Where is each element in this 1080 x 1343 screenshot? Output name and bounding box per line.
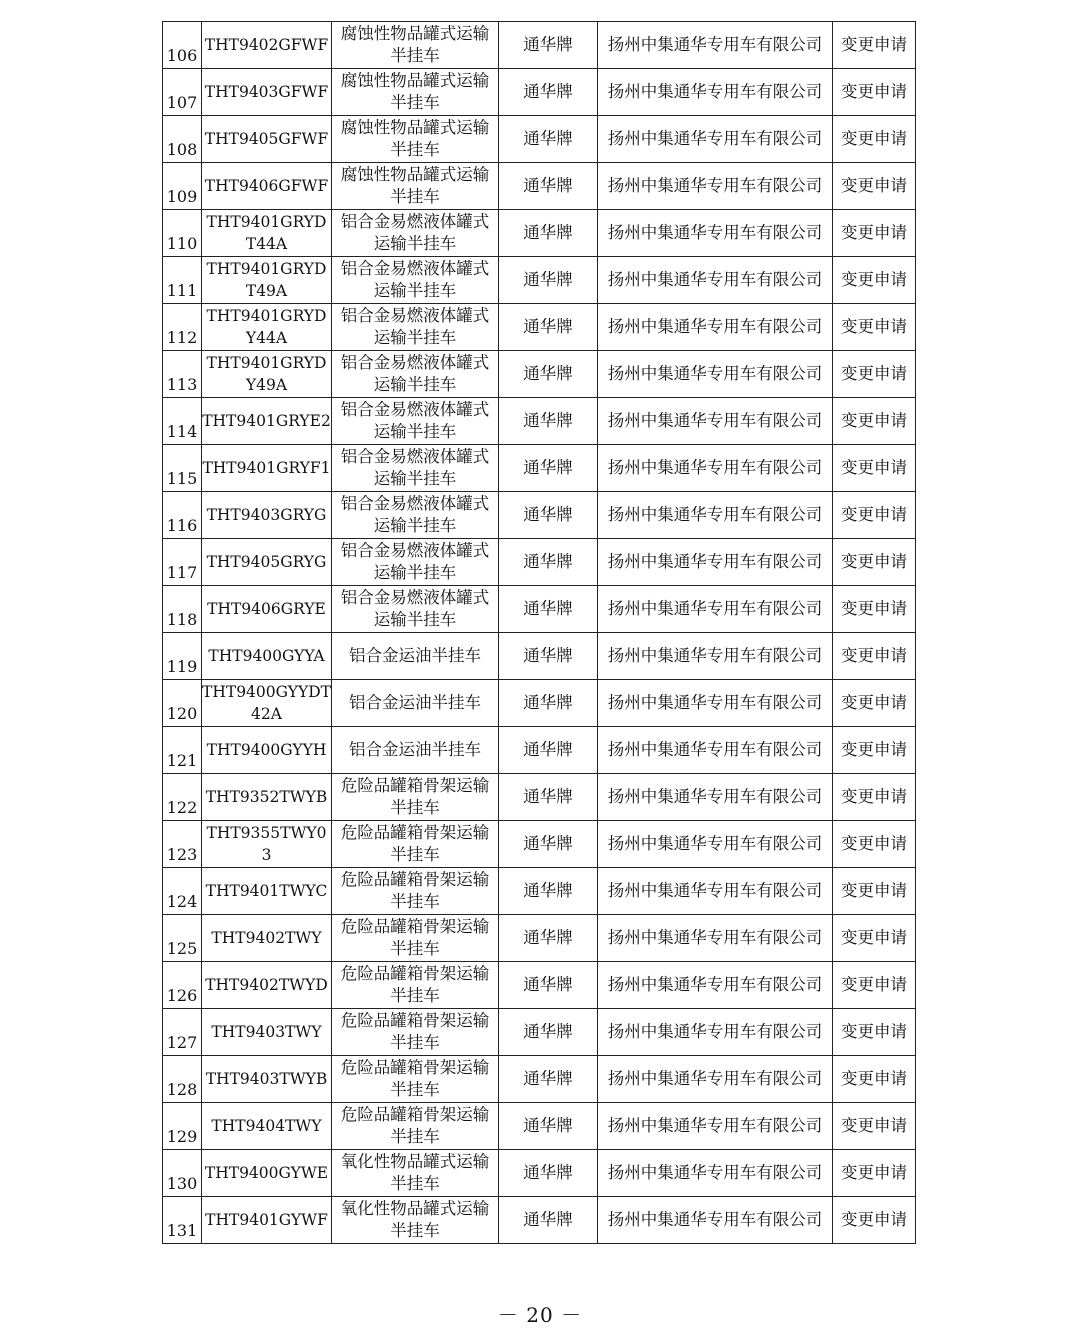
brand-cell: 通华牌 (499, 586, 598, 633)
vehicle-model-cell: THT9406GFWF (202, 163, 332, 210)
vehicle-name-cell: 铝合金易燃液体罐式运输半挂车 (332, 586, 499, 633)
row-number-cell: 131 (163, 1197, 202, 1244)
vehicle-name-cell: 铝合金易燃液体罐式运输半挂车 (332, 210, 499, 257)
manufacturer-cell: 扬州中集通华专用车有限公司 (598, 633, 833, 680)
vehicle-name-cell: 危险品罐箱骨架运输半挂车 (332, 1103, 499, 1150)
brand-cell: 通华牌 (499, 821, 598, 868)
manufacturer-cell: 扬州中集通华专用车有限公司 (598, 1150, 833, 1197)
application-type-cell: 变更申请 (833, 304, 916, 351)
vehicle-list-table (162, 21, 916, 1244)
row-number-cell: 112 (163, 304, 202, 351)
row-number-cell: 107 (163, 69, 202, 116)
brand-cell: 通华牌 (499, 116, 598, 163)
brand-cell: 通华牌 (499, 1009, 598, 1056)
row-number-cell: 115 (163, 445, 202, 492)
row-number-cell: 117 (163, 539, 202, 586)
vehicle-name-cell: 铝合金易燃液体罐式运输半挂车 (332, 398, 499, 445)
table-row (163, 163, 916, 210)
brand-cell: 通华牌 (499, 445, 598, 492)
application-type-cell: 变更申请 (833, 163, 916, 210)
vehicle-model-cell: THT9401GRYDT44A (202, 210, 332, 257)
row-number-cell: 120 (163, 680, 202, 727)
application-type-cell: 变更申请 (833, 774, 916, 821)
row-number-cell: 123 (163, 821, 202, 868)
application-type-cell: 变更申请 (833, 680, 916, 727)
vehicle-name-cell: 腐蚀性物品罐式运输半挂车 (332, 116, 499, 163)
brand-cell: 通华牌 (499, 1197, 598, 1244)
row-number-cell: 109 (163, 163, 202, 210)
vehicle-model-cell: THT9401GRYDY44A (202, 304, 332, 351)
row-number-cell: 106 (163, 22, 202, 69)
vehicle-name-cell: 铝合金运油半挂车 (332, 727, 499, 774)
application-type-cell: 变更申请 (833, 962, 916, 1009)
manufacturer-cell: 扬州中集通华专用车有限公司 (598, 163, 833, 210)
vehicle-name-cell: 铝合金运油半挂车 (332, 680, 499, 727)
row-number-cell: 122 (163, 774, 202, 821)
brand-cell: 通华牌 (499, 727, 598, 774)
vehicle-model-cell: THT9402GFWF (202, 22, 332, 69)
manufacturer-cell: 扬州中集通华专用车有限公司 (598, 1056, 833, 1103)
row-number-cell: 114 (163, 398, 202, 445)
vehicle-model-cell: THT9403TWYB (202, 1056, 332, 1103)
brand-cell: 通华牌 (499, 1056, 598, 1103)
application-type-cell: 变更申请 (833, 1197, 916, 1244)
vehicle-model-cell: THT9403GFWF (202, 69, 332, 116)
vehicle-model-cell: THT9401GYWF (202, 1197, 332, 1244)
vehicle-name-cell: 腐蚀性物品罐式运输半挂车 (332, 69, 499, 116)
application-type-cell: 变更申请 (833, 69, 916, 116)
table-row (163, 633, 916, 680)
row-number-cell: 119 (163, 633, 202, 680)
row-number-cell: 124 (163, 868, 202, 915)
table-row (163, 445, 916, 492)
manufacturer-cell: 扬州中集通华专用车有限公司 (598, 821, 833, 868)
vehicle-model-cell: THT9404TWY (202, 1103, 332, 1150)
table-row (163, 821, 916, 868)
brand-cell: 通华牌 (499, 351, 598, 398)
row-number-cell: 125 (163, 915, 202, 962)
application-type-cell: 变更申请 (833, 915, 916, 962)
vehicle-model-cell: THT9401GRYF1 (202, 445, 332, 492)
vehicle-model-cell: THT9400GYYA (202, 633, 332, 680)
brand-cell: 通华牌 (499, 680, 598, 727)
application-type-cell: 变更申请 (833, 586, 916, 633)
brand-cell: 通华牌 (499, 257, 598, 304)
vehicle-model-cell: THT9401GRYE2 (202, 398, 332, 445)
manufacturer-cell: 扬州中集通华专用车有限公司 (598, 69, 833, 116)
row-number-cell: 127 (163, 1009, 202, 1056)
table-row (163, 1056, 916, 1103)
vehicle-name-cell: 危险品罐箱骨架运输半挂车 (332, 821, 499, 868)
application-type-cell: 变更申请 (833, 351, 916, 398)
table-row (163, 1150, 916, 1197)
vehicle-model-cell: THT9401GRYDY49A (202, 351, 332, 398)
application-type-cell: 变更申请 (833, 821, 916, 868)
table-row (163, 539, 916, 586)
vehicle-name-cell: 铝合金运油半挂车 (332, 633, 499, 680)
manufacturer-cell: 扬州中集通华专用车有限公司 (598, 398, 833, 445)
vehicle-name-cell: 铝合金易燃液体罐式运输半挂车 (332, 445, 499, 492)
vehicle-name-cell: 危险品罐箱骨架运输半挂车 (332, 915, 499, 962)
manufacturer-cell: 扬州中集通华专用车有限公司 (598, 586, 833, 633)
row-number-cell: 128 (163, 1056, 202, 1103)
row-number-cell: 126 (163, 962, 202, 1009)
manufacturer-cell: 扬州中集通华专用车有限公司 (598, 680, 833, 727)
manufacturer-cell: 扬州中集通华专用车有限公司 (598, 868, 833, 915)
application-type-cell: 变更申请 (833, 492, 916, 539)
vehicle-name-cell: 氧化性物品罐式运输半挂车 (332, 1197, 499, 1244)
vehicle-model-cell: THT9355TWY03 (202, 821, 332, 868)
manufacturer-cell: 扬州中集通华专用车有限公司 (598, 445, 833, 492)
brand-cell: 通华牌 (499, 962, 598, 1009)
vehicle-model-cell: THT9405GRYG (202, 539, 332, 586)
table-row (163, 1009, 916, 1056)
application-type-cell: 变更申请 (833, 1150, 916, 1197)
brand-cell: 通华牌 (499, 492, 598, 539)
manufacturer-cell: 扬州中集通华专用车有限公司 (598, 1197, 833, 1244)
application-type-cell: 变更申请 (833, 1009, 916, 1056)
manufacturer-cell: 扬州中集通华专用车有限公司 (598, 22, 833, 69)
vehicle-name-cell: 氧化性物品罐式运输半挂车 (332, 1150, 499, 1197)
vehicle-model-cell: THT9401TWYC (202, 868, 332, 915)
vehicle-model-cell: THT9352TWYB (202, 774, 332, 821)
manufacturer-cell: 扬州中集通华专用车有限公司 (598, 1009, 833, 1056)
application-type-cell: 变更申请 (833, 539, 916, 586)
table-row (163, 22, 916, 69)
vehicle-name-cell: 铝合金易燃液体罐式运输半挂车 (332, 257, 499, 304)
table-row (163, 116, 916, 163)
vehicle-name-cell: 危险品罐箱骨架运输半挂车 (332, 1009, 499, 1056)
table-row (163, 257, 916, 304)
vehicle-name-cell: 危险品罐箱骨架运输半挂车 (332, 868, 499, 915)
manufacturer-cell: 扬州中集通华专用车有限公司 (598, 304, 833, 351)
vehicle-model-cell: THT9406GRYE (202, 586, 332, 633)
table-row (163, 492, 916, 539)
brand-cell: 通华牌 (499, 1103, 598, 1150)
vehicle-name-cell: 腐蚀性物品罐式运输半挂车 (332, 163, 499, 210)
application-type-cell: 变更申请 (833, 398, 916, 445)
manufacturer-cell: 扬州中集通华专用车有限公司 (598, 257, 833, 304)
vehicle-name-cell: 腐蚀性物品罐式运输半挂车 (332, 22, 499, 69)
brand-cell: 通华牌 (499, 633, 598, 680)
manufacturer-cell: 扬州中集通华专用车有限公司 (598, 351, 833, 398)
table-row (163, 962, 916, 1009)
table-row (163, 586, 916, 633)
table-row (163, 915, 916, 962)
manufacturer-cell: 扬州中集通华专用车有限公司 (598, 727, 833, 774)
vehicle-name-cell: 铝合金易燃液体罐式运输半挂车 (332, 351, 499, 398)
vehicle-model-cell: THT9403TWY (202, 1009, 332, 1056)
manufacturer-cell: 扬州中集通华专用车有限公司 (598, 539, 833, 586)
vehicle-model-cell: THT9402TWY (202, 915, 332, 962)
row-number-cell: 130 (163, 1150, 202, 1197)
brand-cell: 通华牌 (499, 774, 598, 821)
table-row (163, 398, 916, 445)
table-body (163, 22, 916, 1244)
vehicle-model-cell: THT9403GRYG (202, 492, 332, 539)
vehicle-model-cell: THT9401GRYDT49A (202, 257, 332, 304)
row-number-cell: 108 (163, 116, 202, 163)
application-type-cell: 变更申请 (833, 633, 916, 680)
table-row (163, 868, 916, 915)
brand-cell: 通华牌 (499, 69, 598, 116)
manufacturer-cell: 扬州中集通华专用车有限公司 (598, 116, 833, 163)
application-type-cell: 变更申请 (833, 1103, 916, 1150)
row-number-cell: 110 (163, 210, 202, 257)
page-number: － 20 － (497, 1303, 583, 1327)
vehicle-name-cell: 危险品罐箱骨架运输半挂车 (332, 774, 499, 821)
row-number-cell: 118 (163, 586, 202, 633)
row-number-cell: 113 (163, 351, 202, 398)
vehicle-model-cell: THT9400GYYH (202, 727, 332, 774)
table-row (163, 304, 916, 351)
vehicle-name-cell: 危险品罐箱骨架运输半挂车 (332, 962, 499, 1009)
application-type-cell: 变更申请 (833, 257, 916, 304)
brand-cell: 通华牌 (499, 163, 598, 210)
brand-cell: 通华牌 (499, 22, 598, 69)
application-type-cell: 变更申请 (833, 22, 916, 69)
application-type-cell: 变更申请 (833, 445, 916, 492)
manufacturer-cell: 扬州中集通华专用车有限公司 (598, 492, 833, 539)
vehicle-name-cell: 铝合金易燃液体罐式运输半挂车 (332, 492, 499, 539)
application-type-cell: 变更申请 (833, 727, 916, 774)
brand-cell: 通华牌 (499, 868, 598, 915)
application-type-cell: 变更申请 (833, 116, 916, 163)
application-type-cell: 变更申请 (833, 1056, 916, 1103)
vehicle-model-cell: THT9400GYYDT42A (202, 680, 332, 727)
table-row (163, 774, 916, 821)
manufacturer-cell: 扬州中集通华专用车有限公司 (598, 915, 833, 962)
vehicle-name-cell: 危险品罐箱骨架运输半挂车 (332, 1056, 499, 1103)
brand-cell: 通华牌 (499, 304, 598, 351)
row-number-cell: 111 (163, 257, 202, 304)
table-row (163, 69, 916, 116)
row-number-cell: 121 (163, 727, 202, 774)
table-row (163, 351, 916, 398)
brand-cell: 通华牌 (499, 398, 598, 445)
vehicle-model-cell: THT9402TWYD (202, 962, 332, 1009)
manufacturer-cell: 扬州中集通华专用车有限公司 (598, 962, 833, 1009)
table-row (163, 1197, 916, 1244)
manufacturer-cell: 扬州中集通华专用车有限公司 (598, 1103, 833, 1150)
application-type-cell: 变更申请 (833, 868, 916, 915)
manufacturer-cell: 扬州中集通华专用车有限公司 (598, 210, 833, 257)
application-type-cell: 变更申请 (833, 210, 916, 257)
table-row (163, 727, 916, 774)
vehicle-model-cell: THT9400GYWE (202, 1150, 332, 1197)
brand-cell: 通华牌 (499, 539, 598, 586)
row-number-cell: 116 (163, 492, 202, 539)
table-row (163, 210, 916, 257)
brand-cell: 通华牌 (499, 1150, 598, 1197)
table-row (163, 1103, 916, 1150)
brand-cell: 通华牌 (499, 210, 598, 257)
manufacturer-cell: 扬州中集通华专用车有限公司 (598, 774, 833, 821)
vehicle-model-cell: THT9405GFWF (202, 116, 332, 163)
vehicle-name-cell: 铝合金易燃液体罐式运输半挂车 (332, 539, 499, 586)
table-row (163, 680, 916, 727)
row-number-cell: 129 (163, 1103, 202, 1150)
vehicle-name-cell: 铝合金易燃液体罐式运输半挂车 (332, 304, 499, 351)
brand-cell: 通华牌 (499, 915, 598, 962)
